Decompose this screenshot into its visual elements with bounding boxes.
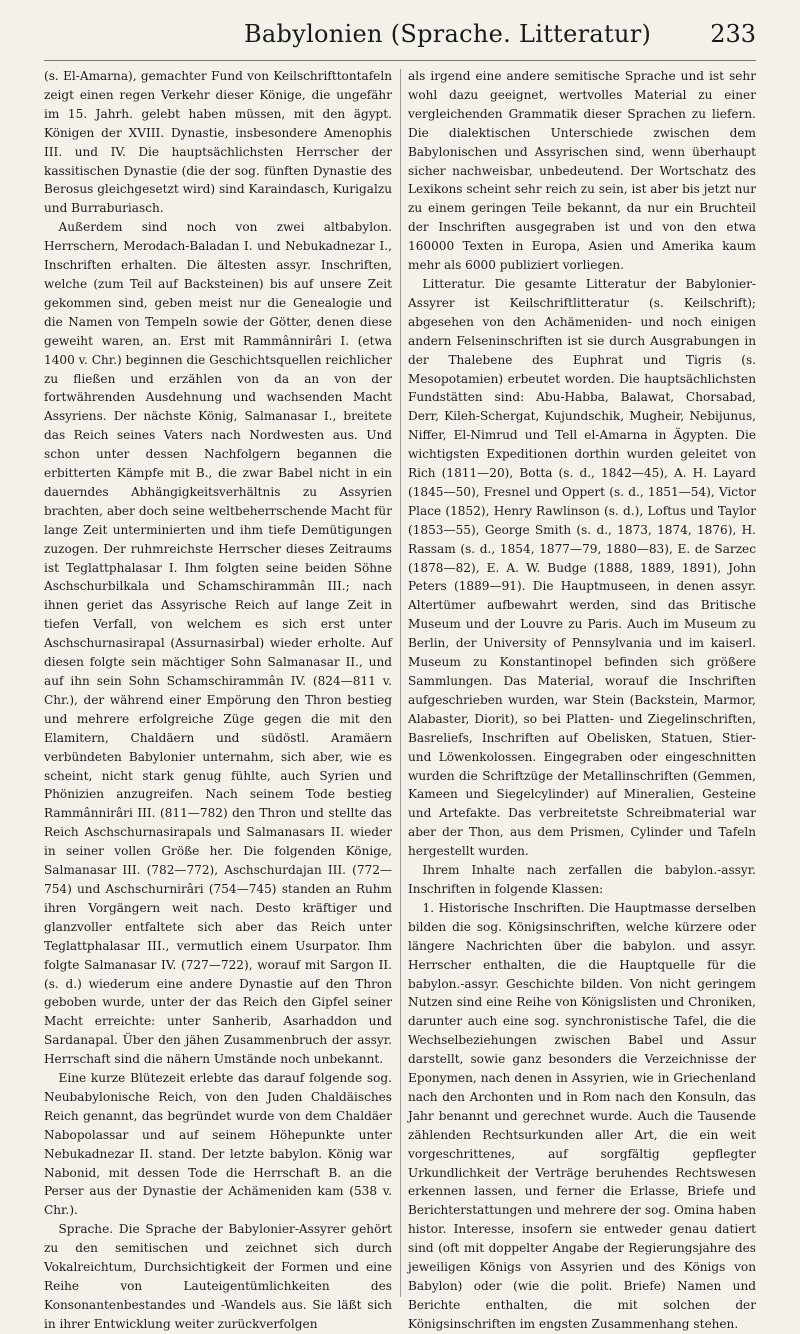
page-header (44, 18, 756, 61)
paragraph: 1. Historische Inschriften. Die Hauptmasse derselben bilden die sog. Königsinschriften, welche kürzere oder längere Nachrichten über die babylon. und assyr. Herrscher enthalten, die die Hauptquelle für die babylon.-assyr. Geschichte bilden. Von nicht geringem Nutzen sind eine Reihe von Königslisten und Chroniken, darunter auch eine sog. synchronistische Tafel, die die Wechselbeziehungen zwischen Babel und Assur darstellt, sowie ganz besonders die Verzeichnisse der Eponymen, nach denen in Assyrien, wie in Griechenland nach den Archonten und in Rom nach den Konsuln, das Jahr benannt und gerechnet wurde. Auch die Tausende zählenden Rechtsurkunden aller Art, die ein weit vorgeschrittenes, auf sorgfältig gepflegter Urkundlichkeit der Verträge beruhendes Rechtswesen erkennen lassen, und ferner die Erlasse, Briefe und Berichterstattungen und mehrere der sog. Omina haben histor. Interesse, insofern sie entweder genau datiert sind (oft mit doppelter Angabe der Regierungsjahre des jeweiligen Königs von Assyrien und des Königs von Babylon) oder (wie die polit. Briefe) Namen und Berichte enthalten, die mit solchen der Königsinschriften im engsten Zusammenhang stehen. (408, 900, 756, 1331)
page-number: 233 (710, 20, 756, 48)
paragraph: Eine kurze Blütezeit erlebte das darauf folgende sog. Neubabylonische Reich, von den Juden Chaldäisches Reich genannt, das begründet wurde von dem Chaldäer Nabopolassar und auf seinem Höhepunkte unter Nebukadnezar II. stand. Der letzte babylon. König war Nabonid, mit dessen Tode die Herrschaft B. an die Perser aus der Dynastie der Achämeniden kam (538 v. Chr.). (44, 1071, 392, 1218)
right-column (408, 67, 756, 1331)
left-column (44, 67, 392, 1331)
column-divider (400, 69, 401, 1297)
paragraph: Sprache. Die Sprache der Babylonier-Assyrer gehört zu den semitischen und zeichnet sich durch Vokalreichtum, Durchsichtigkeit der Formen und eine Reihe von Lauteigentümlichkeiten des Konsonantenbestandes und -Wandels aus. Sie läßt sich in ihrer Entwicklung weiter zurückverfolgen (44, 1222, 392, 1331)
running-title: Babylonien (Sprache. Litteratur) (244, 20, 652, 48)
paragraph: Außerdem sind noch von zwei altbabylon. Herrschern, Merodach-Baladan I. und Nebukadnezar I., Inschriften erhalten. Die ältesten assyr. Inschriften, welche (zum Teil auf Backsteinen) bis auf unsere Zeit gekommen sind, geben meist nur die Genealogie und die Namen von Tempeln sowie der Götter, denen diese geweiht waren, an. Erst mit Rammânnirâri I. (etwa 1400 v. Chr.) beginnen die Geschichtsquellen reichlicher zu fließen und erzählen von da an von der fortwährenden Ausdehnung und wachsenden Macht Assyriens. Der nächste König, Salmanasar I., breitete das Reich seines Vaters nach Nordwesten aus. Und schon unter dessen Nachfolgern begannen die erbitterten Kämpfe mit B., die zwar Babel nicht in ein dauerndes Abhängigkeitsverhältnis zu Assyrien brachten, aber doch seine weltbeherrschende Macht für lange Zeit unterminierten und ihm tiefe Demütigungen zuzogen. Der ruhmreichste Herrscher dieses Zeitraums ist Teglattphalasar I. Ihm folgten seine beiden Söhne Aschschurbilkala und Schamschirammân III.; nach ihnen geriet das Assyrische Reich auf lange Zeit in tiefen Verfall, von welchem es sich erst unter Aschschurnasirapal (Assurnasirbal) wieder erholte. Auf diesen folgte sein mächtiger Sohn Salmanasar II., und auf ihn sein Sohn Schamschirammân IV. (824—811 v. Chr.), der während einer Empörung den Thron bestieg und mehrere erfolgreiche Züge gegen die mit den Elamitern, Chaldäern und südöstl. Aramäern verbündeten Babylonier unternahm, sich aber, wie es scheint, nicht stark genug fühlte, auch Syrien und Phönizien anzugreifen. Nach seinem Tode bestieg Rammânnirâri III. (811—782) den Thron und stellte das Reich Aschschurnasirapals und Salmanasars II. wieder in seiner vollen Größe her. Die folgenden Könige, Salmanasar III. (782—772), Aschschurdajan III. (772—754) und Aschschurnirâri (754—745) standen an Ruhm ihren Vorgängern weit nach. Desto kräftiger und glanzvoller entfaltete sich aber das Reich unter Teglattphalasar III., vermutlich einem Usurpator. Ihm folgte Salmanasar IV. (727—722), worauf mit Sargon II. (s. d.) wiederum eine andere Dynastie auf den Thron geboben wurde, unter der das Reich den Gipfel seiner Macht erreichte: unter Sanherib, Asarhaddon und Sardanapal. Über den jähen Zusammenbruch der assyr. Herrschaft sind die nähern Umstände noch unbekannt. (44, 220, 392, 1067)
paragraph: (s. El-Amarna), gemachter Fund von Keilschrifttontafeln zeigt einen regen Verkehr dieser Könige, die ungefähr im 15. Jahrh. gelebt haben müssen, mit den ägypt. Königen der XVIII. Dynastie, insbesondere Amenophis III. und IV. Die hauptsächlichsten Herrscher der kassitischen Dynastie (die der sog. fünften Dynastie des Berosus gleichgesetzt wird) sind Karaindasch, Kurigalzu und Burraburiasch. (44, 69, 392, 216)
paragraph: Litteratur. Die gesamte Litteratur der Babylonier-Assyrer ist Keilschriftlitteratur (s. Keilschrift); abgesehen von den Achämeniden- und noch einigen andern Felseninschriften ist sie durch Ausgrabungen in der Thalebene des Euphrat und Tigris (s. Mesopotamien) erbeutet worden. Die hauptsächlichsten Fundstätten sind: Abu-Habba, Balawat, Chorsabad, Derr, Kileh-Schergat, Kujundschik, Mugheir, Nebijunus, Niffer, El-Nimrud und Tell el-Amarna in Ägypten. Die wichtigsten Expeditionen dorthin wurden geleitet von Rich (1811—20), Botta (s. d., 1842—45), A. H. Layard (1845—50), Fresnel und Oppert (s. d., 1851—54), Victor Place (1852), Henry Rawlinson (s. d.), Loftus und Taylor (1853—55), George Smith (s. d., 1873, 1874, 1876), H. Rassam (s. d., 1854, 1877—79, 1880—83), E. de Sarzec (1878—82), E. A. W. Budge (1888, 1889, 1891), John Peters (1889—91). Die Hauptmuseen, in denen assyr. Altertümer aufbewahrt werden, sind das Britische Museum und der Louvre zu Paris. Auch im Museum zu Berlin, der University of Pennsylvania und im kaiserl. Museum zu Konstantinopel befinden sich größere Sammlungen. Das Material, worauf die Inschriften aufgeschrieben wurden, war Stein (Backstein, Marmor, Alabaster, Diorit), so bei Platten- und Ziegelinschriften, Basreliefs, Inschriften auf Obelisken, Statuen, Stier- und Löwenkolossen. Eingegraben oder eingeschnitten wurden die Schriftzüge der Metallinschriften (Gemmen, Kameen und Siegelcylinder) auf Mineralien, Gesteine und Artefakte. Das verbreitetste Schreibmaterial war aber der Thon, aus dem Prismen, Cylinder und Tafeln hergestellt wurden. (408, 276, 756, 859)
text-columns (44, 67, 756, 1331)
paragraph: Ihrem Inhalte nach zerfallen die babylon.-assyr. Inschriften in folgende Klassen: (408, 863, 756, 896)
paragraph: als irgend eine andere semitische Sprache und ist sehr wohl dazu geeignet, wertvolles Material zu einer vergleichenden Grammatik dieser Sprachen zu liefern. Die dialektischen Unterschiede zwischen dem Babylonischen und Assyrischen sind, wenn überhaupt sicher nachweisbar, unbedeutend. Der Wortschatz des Lexikons scheint sehr reich zu sein, ist aber bis jetzt nur zu einem geringen Teile bekannt, da nur ein Bruchteil der Inschriften ausgegraben ist und von den etwa 160000 Texten in Europa, Asien und Amerika kaum mehr als 6000 publiziert vorliegen. (408, 69, 756, 273)
